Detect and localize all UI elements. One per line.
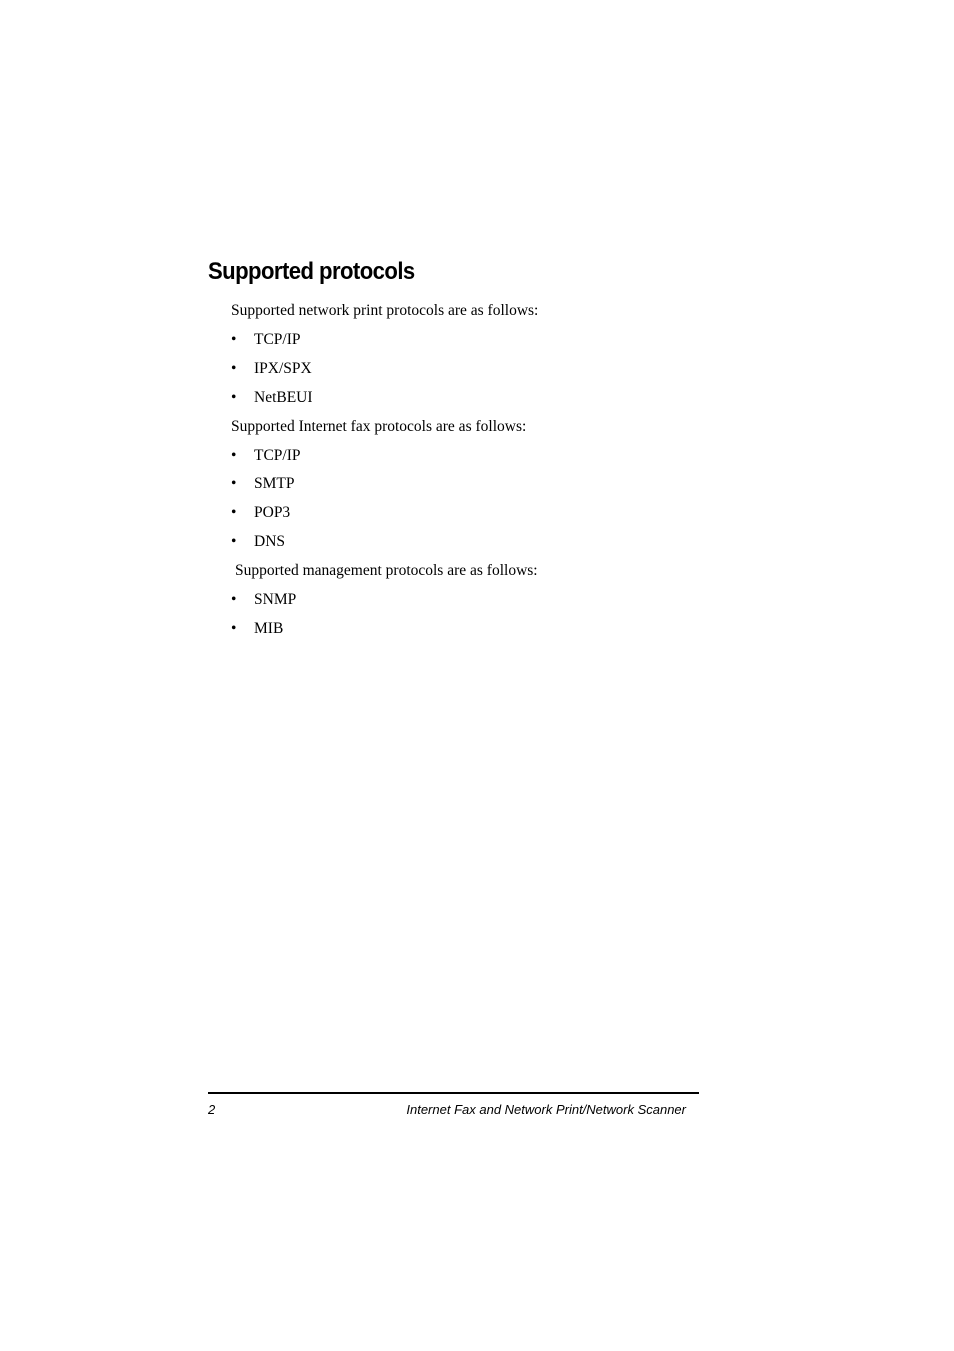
list-item-label: SMTP	[254, 475, 295, 492]
page-heading: Supported protocols	[208, 258, 415, 285]
list-item	[231, 532, 285, 552]
list-item-label: IPX/SPX	[254, 360, 312, 377]
bullet-icon: •	[231, 389, 237, 406]
list-item-label: TCP/IP	[254, 331, 301, 348]
list-item-label: SNMP	[254, 591, 297, 608]
fax-protocols-intro: Supported Internet fax protocols are as follows:	[231, 418, 527, 435]
list-item	[231, 359, 312, 379]
list-item-label: NetBEUI	[254, 389, 313, 406]
print-protocols-intro: Supported network print protocols are as follows:	[231, 302, 539, 319]
bullet-icon: •	[231, 591, 237, 608]
bullet-icon: •	[231, 504, 237, 521]
list-item	[231, 503, 290, 523]
list-item-label: MIB	[254, 620, 284, 637]
bullet-icon: •	[231, 620, 237, 637]
list-item	[231, 590, 296, 610]
bullet-icon: •	[231, 331, 237, 348]
footer-rule	[208, 1092, 699, 1094]
page-number: 2	[208, 1102, 216, 1117]
list-item	[231, 446, 301, 466]
list-item	[231, 619, 283, 639]
footer-title: Internet Fax and Network Print/Network Scanner	[406, 1102, 686, 1117]
bullet-icon: •	[231, 475, 237, 492]
bullet-icon: •	[231, 447, 237, 464]
management-protocols-intro: Supported management protocols are as follows:	[235, 562, 538, 579]
list-item	[231, 330, 301, 350]
bullet-icon: •	[231, 533, 237, 550]
list-item	[231, 388, 313, 408]
list-item-label: DNS	[254, 533, 286, 550]
list-item-label: TCP/IP	[254, 447, 301, 464]
bullet-icon: •	[231, 360, 237, 377]
list-item	[231, 474, 295, 494]
list-item-label: POP3	[254, 504, 291, 521]
